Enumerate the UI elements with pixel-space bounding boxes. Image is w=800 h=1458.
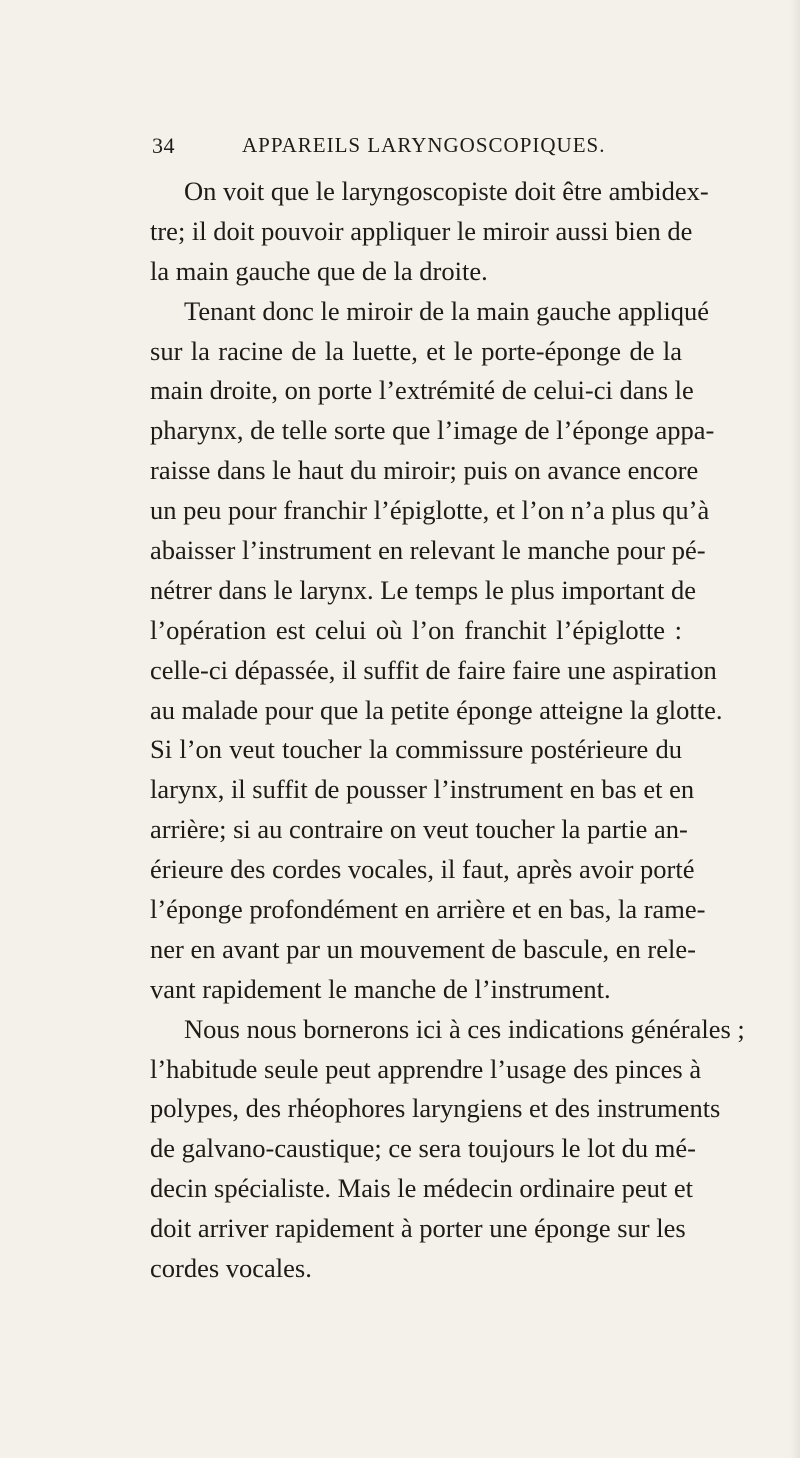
text-line: un peu pour franchir l’épiglotte, et l’on n’a plus qu’à bbox=[150, 495, 710, 526]
text-line: cordes vocales. bbox=[150, 1253, 312, 1284]
text-line: pharynx, de telle sorte que l’image de l’éponge appa- bbox=[150, 415, 715, 446]
text-line: decin spécialiste. Mais le médecin ordinaire peut et bbox=[150, 1173, 694, 1204]
text-line: l’éponge profondément en arrière et en bas, la rame- bbox=[150, 894, 706, 925]
text-line: sur la racine de la luette, et le porte-éponge de la bbox=[150, 335, 682, 366]
text-line: tre; il doit pouvoir appliquer le miroir aussi bien de bbox=[150, 215, 693, 246]
text-line: vant rapidement le manche de l’instrument. bbox=[150, 973, 611, 1004]
page-edge-shadow bbox=[790, 0, 800, 1458]
text-line: érieure des cordes vocales, il faut, après avoir porté bbox=[150, 854, 695, 885]
text-line: On voit que le laryngoscopiste doit être ambidex- bbox=[184, 176, 709, 206]
page-number: 34 bbox=[152, 133, 175, 158]
text-line: Nous nous bornerons ici à ces indications générales ; bbox=[184, 1013, 745, 1044]
text-line: polypes, des rhéophores laryngiens et des instruments bbox=[150, 1093, 721, 1124]
text-line: l’opération est celui où l’on franchit l’épiglotte : bbox=[150, 614, 682, 645]
text-line: abaisser l’instrument en relevant le manche pour pé- bbox=[150, 535, 706, 566]
text-line: larynx, il suffit de pousser l’instrument en bas et en bbox=[150, 774, 695, 805]
text-line: doit arriver rapidement à porter une éponge sur les bbox=[150, 1213, 686, 1244]
text-line: ner en avant par un mouvement de bascule, en rele- bbox=[150, 933, 696, 964]
body-text bbox=[150, 172, 745, 1289]
text-line: au malade pour que la petite éponge atteigne la glotte. bbox=[150, 694, 723, 725]
text-line: de galvano-caustique; ce sera toujours le lot du mé- bbox=[150, 1133, 697, 1164]
text-line: Si l’on veut toucher la commissure postérieure du bbox=[150, 734, 682, 765]
text-line: la main gauche que de la droite. bbox=[150, 255, 488, 286]
text-line: Tenant donc le miroir de la main gauche appliqué bbox=[184, 295, 710, 326]
text-line: arrière; si au contraire on veut toucher la partie an- bbox=[150, 814, 688, 845]
page-header bbox=[152, 133, 680, 169]
text-line: celle-ci dépassée, il suffit de faire faire une aspiration bbox=[150, 654, 717, 685]
running-title: APPAREILS LARYNGOSCOPIQUES. bbox=[242, 133, 606, 157]
text-line: l’habitude seule peut apprendre l’usage des pinces à bbox=[150, 1053, 702, 1084]
text-line: main droite, on porte l’extrémité de celui-ci dans le bbox=[150, 375, 694, 406]
text-line: raisse dans le haut du miroir; puis on avance encore bbox=[150, 455, 699, 486]
text-line: nétrer dans le larynx. Le temps le plus important de bbox=[150, 574, 697, 605]
